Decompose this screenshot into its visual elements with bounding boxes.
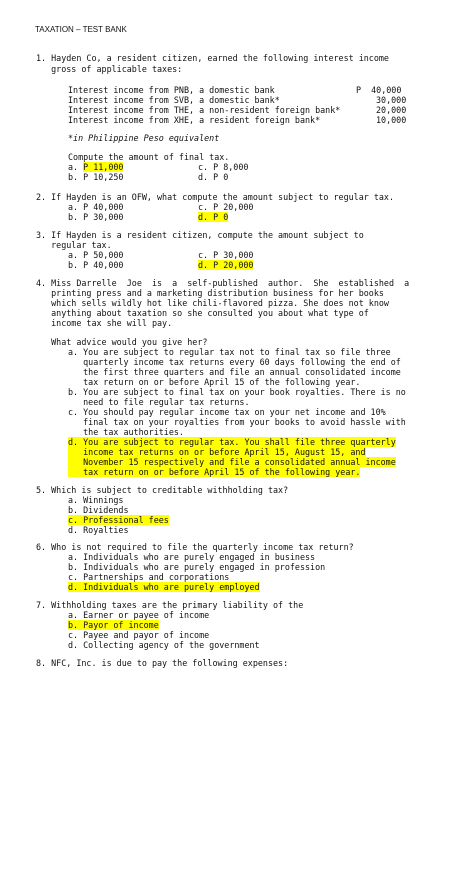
q5-choice-a: a. Winnings	[68, 495, 124, 505]
q4-stem-line: anything about taxation so she consulted you about what type of	[36, 308, 369, 318]
income-row-label: Interest income from PNB, a domestic bank	[68, 85, 275, 95]
q2-choice-c: c. P 20,000	[198, 202, 254, 212]
q6-choice-c: c. Partnerships and corporations	[68, 572, 230, 582]
q2-choice-a: a. P 40,000	[68, 202, 124, 212]
q4-choice-d-line: d. You are subject to regular tax. You shall file three quarterly	[68, 437, 396, 447]
q8-stem: 8. NFC, Inc. is due to pay the following expenses:	[36, 658, 289, 668]
q6-choice-a: a. Individuals who are purely engaged in business	[68, 552, 316, 562]
q1-stem-line2: gross of applicable taxes:	[36, 64, 183, 74]
q3-choice-b: b. P 40,000	[68, 260, 124, 270]
q4-choice-b-line: need to file regular tax returns.	[68, 397, 250, 407]
q1-prompt: Compute the amount of final tax.	[68, 152, 230, 162]
q4-choice-a-line: the first three quarters and file an annual consolidated income	[68, 367, 401, 377]
q4-choice-a-line: tax return on or before April 15 of the following year.	[68, 377, 361, 387]
q6-choice-b: b. Individuals who are purely engaged in profession	[68, 562, 326, 572]
q1-choice-a: a. P 11,000	[68, 162, 124, 172]
q4-stem-line: income tax she will pay.	[36, 318, 173, 328]
q7-choice-c: c. Payee and payor of income	[68, 630, 210, 640]
q1-choice-d: d. P 0	[198, 172, 229, 182]
income-row-label: Interest income from SVB, a domestic bank*	[68, 95, 280, 105]
q4-stem-line: 4. Miss Darrelle Joe is a self-published author. She established a	[36, 278, 410, 288]
q5-stem: 5. Which is subject to creditable withholding tax?	[36, 485, 289, 495]
q2-choice-b: b. P 30,000	[68, 212, 124, 222]
q3-choice-a: a. P 50,000	[68, 250, 124, 260]
q1-stem-line1: 1. Hayden Co, a resident citizen, earned the following interest income	[36, 53, 389, 63]
income-row-amount: 30,000	[376, 95, 407, 105]
q7-choice-a: a. Earner or payee of income	[68, 610, 210, 620]
q1-choice-c: c. P 8,000	[198, 162, 249, 172]
q7-stem: 7. Withholding taxes are the primary liability of the	[36, 600, 304, 610]
q6-choice-d: d. Individuals who are purely employed	[68, 582, 260, 592]
income-row-amount: 10,000	[376, 115, 407, 125]
q4-stem-line: which sells wildly hot like chili-flavored pizza. She does not know	[36, 298, 389, 308]
q4-choice-b-line: b. You are subject to final tax on your book royalties. There is no	[68, 387, 406, 397]
q2-choice-d: d. P 0	[198, 212, 229, 222]
q3-choice-c: c. P 30,000	[198, 250, 254, 260]
q7-choice-b: b. Payor of income	[68, 620, 159, 630]
q5-choice-c: c. Professional fees	[68, 515, 169, 525]
income-row-label: Interest income from THE, a non-resident foreign bank*	[68, 105, 341, 115]
q4-choice-d-line: November 15 respectively and file a consolidated annual income	[68, 457, 396, 467]
income-row-amount: P 40,000	[356, 85, 402, 95]
q4-choice-a-line: quarterly income tax returns every 60 days following the end of	[68, 357, 401, 367]
q5-choice-b: b. Dividends	[68, 505, 129, 515]
income-row-amount: 20,000	[376, 105, 407, 115]
page-title: TAXATION – TEST BANK	[35, 25, 127, 34]
q6-stem: 6. Who is not required to file the quarterly income tax return?	[36, 542, 354, 552]
q4-choice-c-line: c. You should pay regular income tax on your net income and 10%	[68, 407, 386, 417]
q1-choice-b: b. P 10,250	[68, 172, 124, 182]
q1-footnote: *in Philippine Peso equivalent	[68, 133, 220, 143]
q5-choice-d: d. Royalties	[68, 525, 129, 535]
q3-stem-line2: regular tax.	[36, 240, 112, 250]
q4-choice-a-line: a. You are subject to regular tax not to final tax so file three	[68, 347, 391, 357]
q4-prompt: What advice would you give her?	[36, 337, 208, 347]
q2-stem: 2. If Hayden is an OFW, what compute the amount subject to regular tax.	[36, 192, 394, 202]
q4-choice-c-line: final tax on your royalties from your books to avoid hassle with	[68, 417, 406, 427]
q4-choice-d-line: income tax returns on or before April 15, August 15, and	[68, 447, 366, 457]
q3-choice-d: d. P 20,000	[198, 260, 254, 270]
q4-choice-c-line: the tax authorities.	[68, 427, 184, 437]
q4-stem-line: printing press and a marketing distribution business for her books	[36, 288, 384, 298]
q3-stem-line1: 3. If Hayden is a resident citizen, compute the amount subject to	[36, 230, 364, 240]
income-row-label: Interest income from XHE, a resident foreign bank*	[68, 115, 321, 125]
q7-choice-d: d. Collecting agency of the government	[68, 640, 260, 650]
q4-choice-d-line: tax return on or before April 15 of the following year.	[68, 467, 361, 477]
